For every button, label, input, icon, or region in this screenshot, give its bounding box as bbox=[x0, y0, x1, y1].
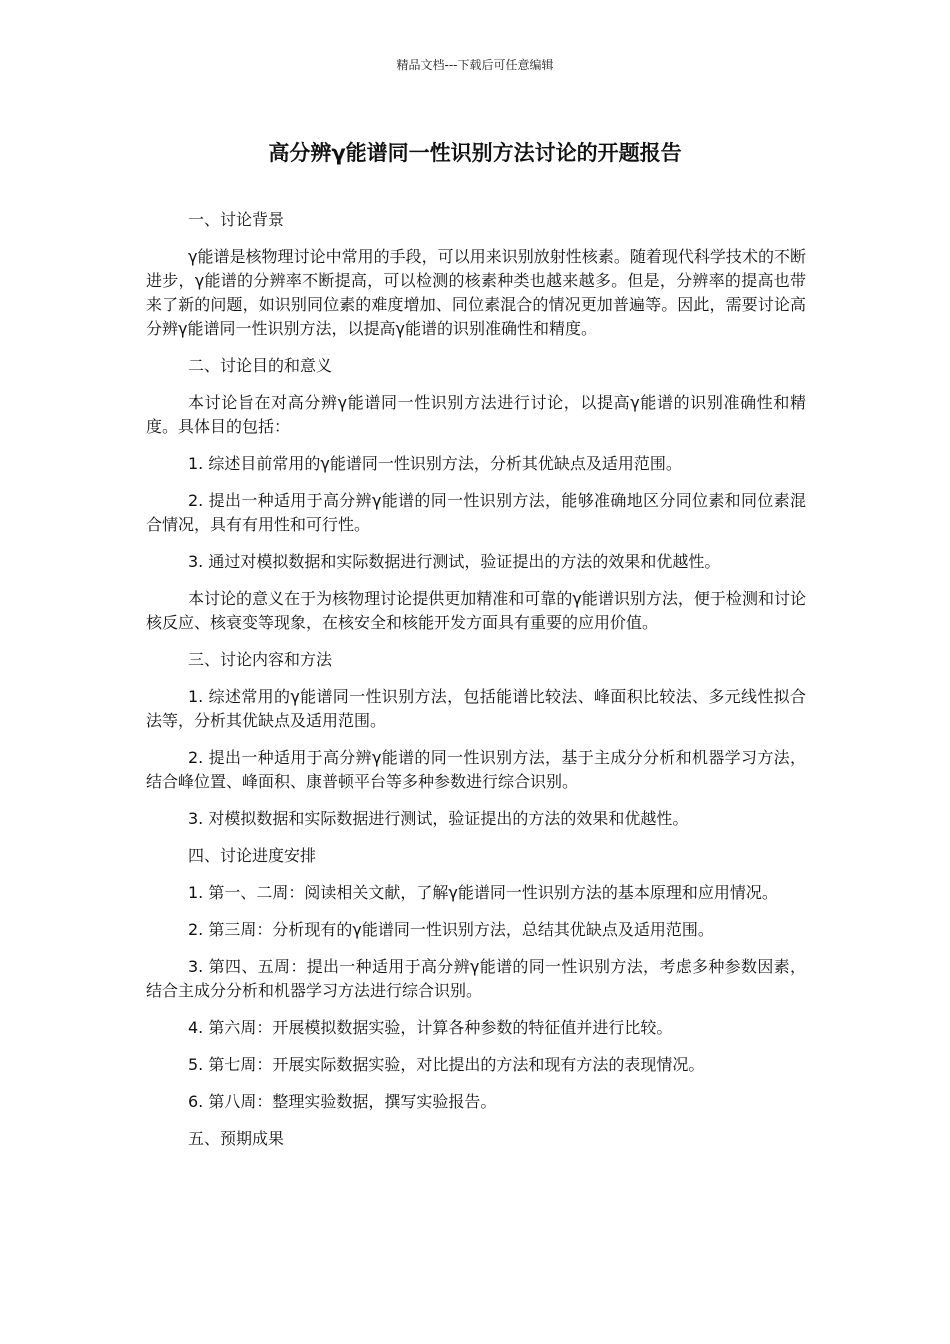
section-heading-schedule: 四、讨论进度安排 bbox=[188, 846, 317, 865]
list-item-schedule-4: 4. 第六周：开展模拟数据实验，计算各种参数的特征值并进行比较。 bbox=[188, 1018, 673, 1037]
paragraph-significance: 本讨论的意义在于为核物理讨论提供更加精准和可靠的γ能谱识别方法，便于检测和讨论核反应、核衰变等现象，在核安全和核能开发方面具有重要的应用价值。 bbox=[146, 589, 806, 632]
document-body bbox=[146, 208, 806, 1164]
list-item-schedule-2: 2. 第三周：分析现有的γ能谱同一性识别方法，总结其优缺点及适用范围。 bbox=[188, 920, 714, 939]
list-item-content-2: 2. 提出一种适用于高分辨γ能谱的同一性识别方法，基于主成分分析和机器学习方法，结合峰位置、峰面积、康普顿平台等多种参数进行综合识别。 bbox=[146, 748, 806, 791]
document-title: 高分辨γ能谱同一性识别方法讨论的开题报告 bbox=[268, 141, 682, 165]
list-item-purpose-3: 3. 通过对模拟数据和实际数据进行测试，验证提出的方法的效果和优越性。 bbox=[188, 552, 721, 571]
section-heading-expected-results: 五、预期成果 bbox=[188, 1129, 285, 1148]
section-heading-background: 一、讨论背景 bbox=[188, 210, 285, 229]
list-item-schedule-5: 5. 第七周：开展实际数据实验，对比提出的方法和现有方法的表现情况。 bbox=[188, 1055, 705, 1074]
list-item-purpose-2: 2. 提出一种适用于高分辨γ能谱的同一性识别方法，能够准确地区分同位素和同位素混合情况，具有有用性和可行性。 bbox=[146, 491, 806, 534]
paragraph-background: γ能谱是核物理讨论中常用的手段，可以用来识别放射性核素。随着现代科学技术的不断进步，γ能谱的分辨率不断提高，可以检测的核素种类也越来越多。但是，分辨率的提高也带来了新的问题，如识别同位素的难度增加、同位素混合的情况更加普遍等。因此，需要讨论高分辨γ能谱同一性识别方法，以提高γ能谱的识别准确性和精度。 bbox=[146, 247, 806, 338]
list-item-purpose-1: 1. 综述目前常用的γ能谱同一性识别方法，分析其优缺点及适用范围。 bbox=[188, 454, 682, 473]
list-item-content-1: 1. 综述常用的γ能谱同一性识别方法，包括能谱比较法、峰面积比较法、多元线性拟合法等，分析其优缺点及适用范围。 bbox=[146, 687, 806, 730]
section-heading-purpose: 二、讨论目的和意义 bbox=[188, 356, 333, 375]
list-item-schedule-1: 1. 第一、二周：阅读相关文献，了解γ能谱同一性识别方法的基本原理和应用情况。 bbox=[188, 883, 778, 902]
list-item-content-3: 3. 对模拟数据和实际数据进行测试，验证提出的方法的效果和优越性。 bbox=[188, 809, 689, 828]
page-header-watermark: 精品文档---下载后可任意编辑 bbox=[396, 58, 554, 72]
paragraph-purpose-intro: 本讨论旨在对高分辨γ能谱同一性识别方法进行讨论，以提高γ能谱的识别准确性和精度。具体目的包括： bbox=[146, 393, 806, 436]
list-item-schedule-3: 3. 第四、五周：提出一种适用于高分辨γ能谱的同一性识别方法，考虑多种参数因素，结合主成分分析和机器学习方法进行综合识别。 bbox=[146, 957, 806, 1000]
section-heading-content-methods: 三、讨论内容和方法 bbox=[188, 650, 333, 669]
list-item-schedule-6: 6. 第八周：整理实验数据，撰写实验报告。 bbox=[188, 1092, 497, 1111]
